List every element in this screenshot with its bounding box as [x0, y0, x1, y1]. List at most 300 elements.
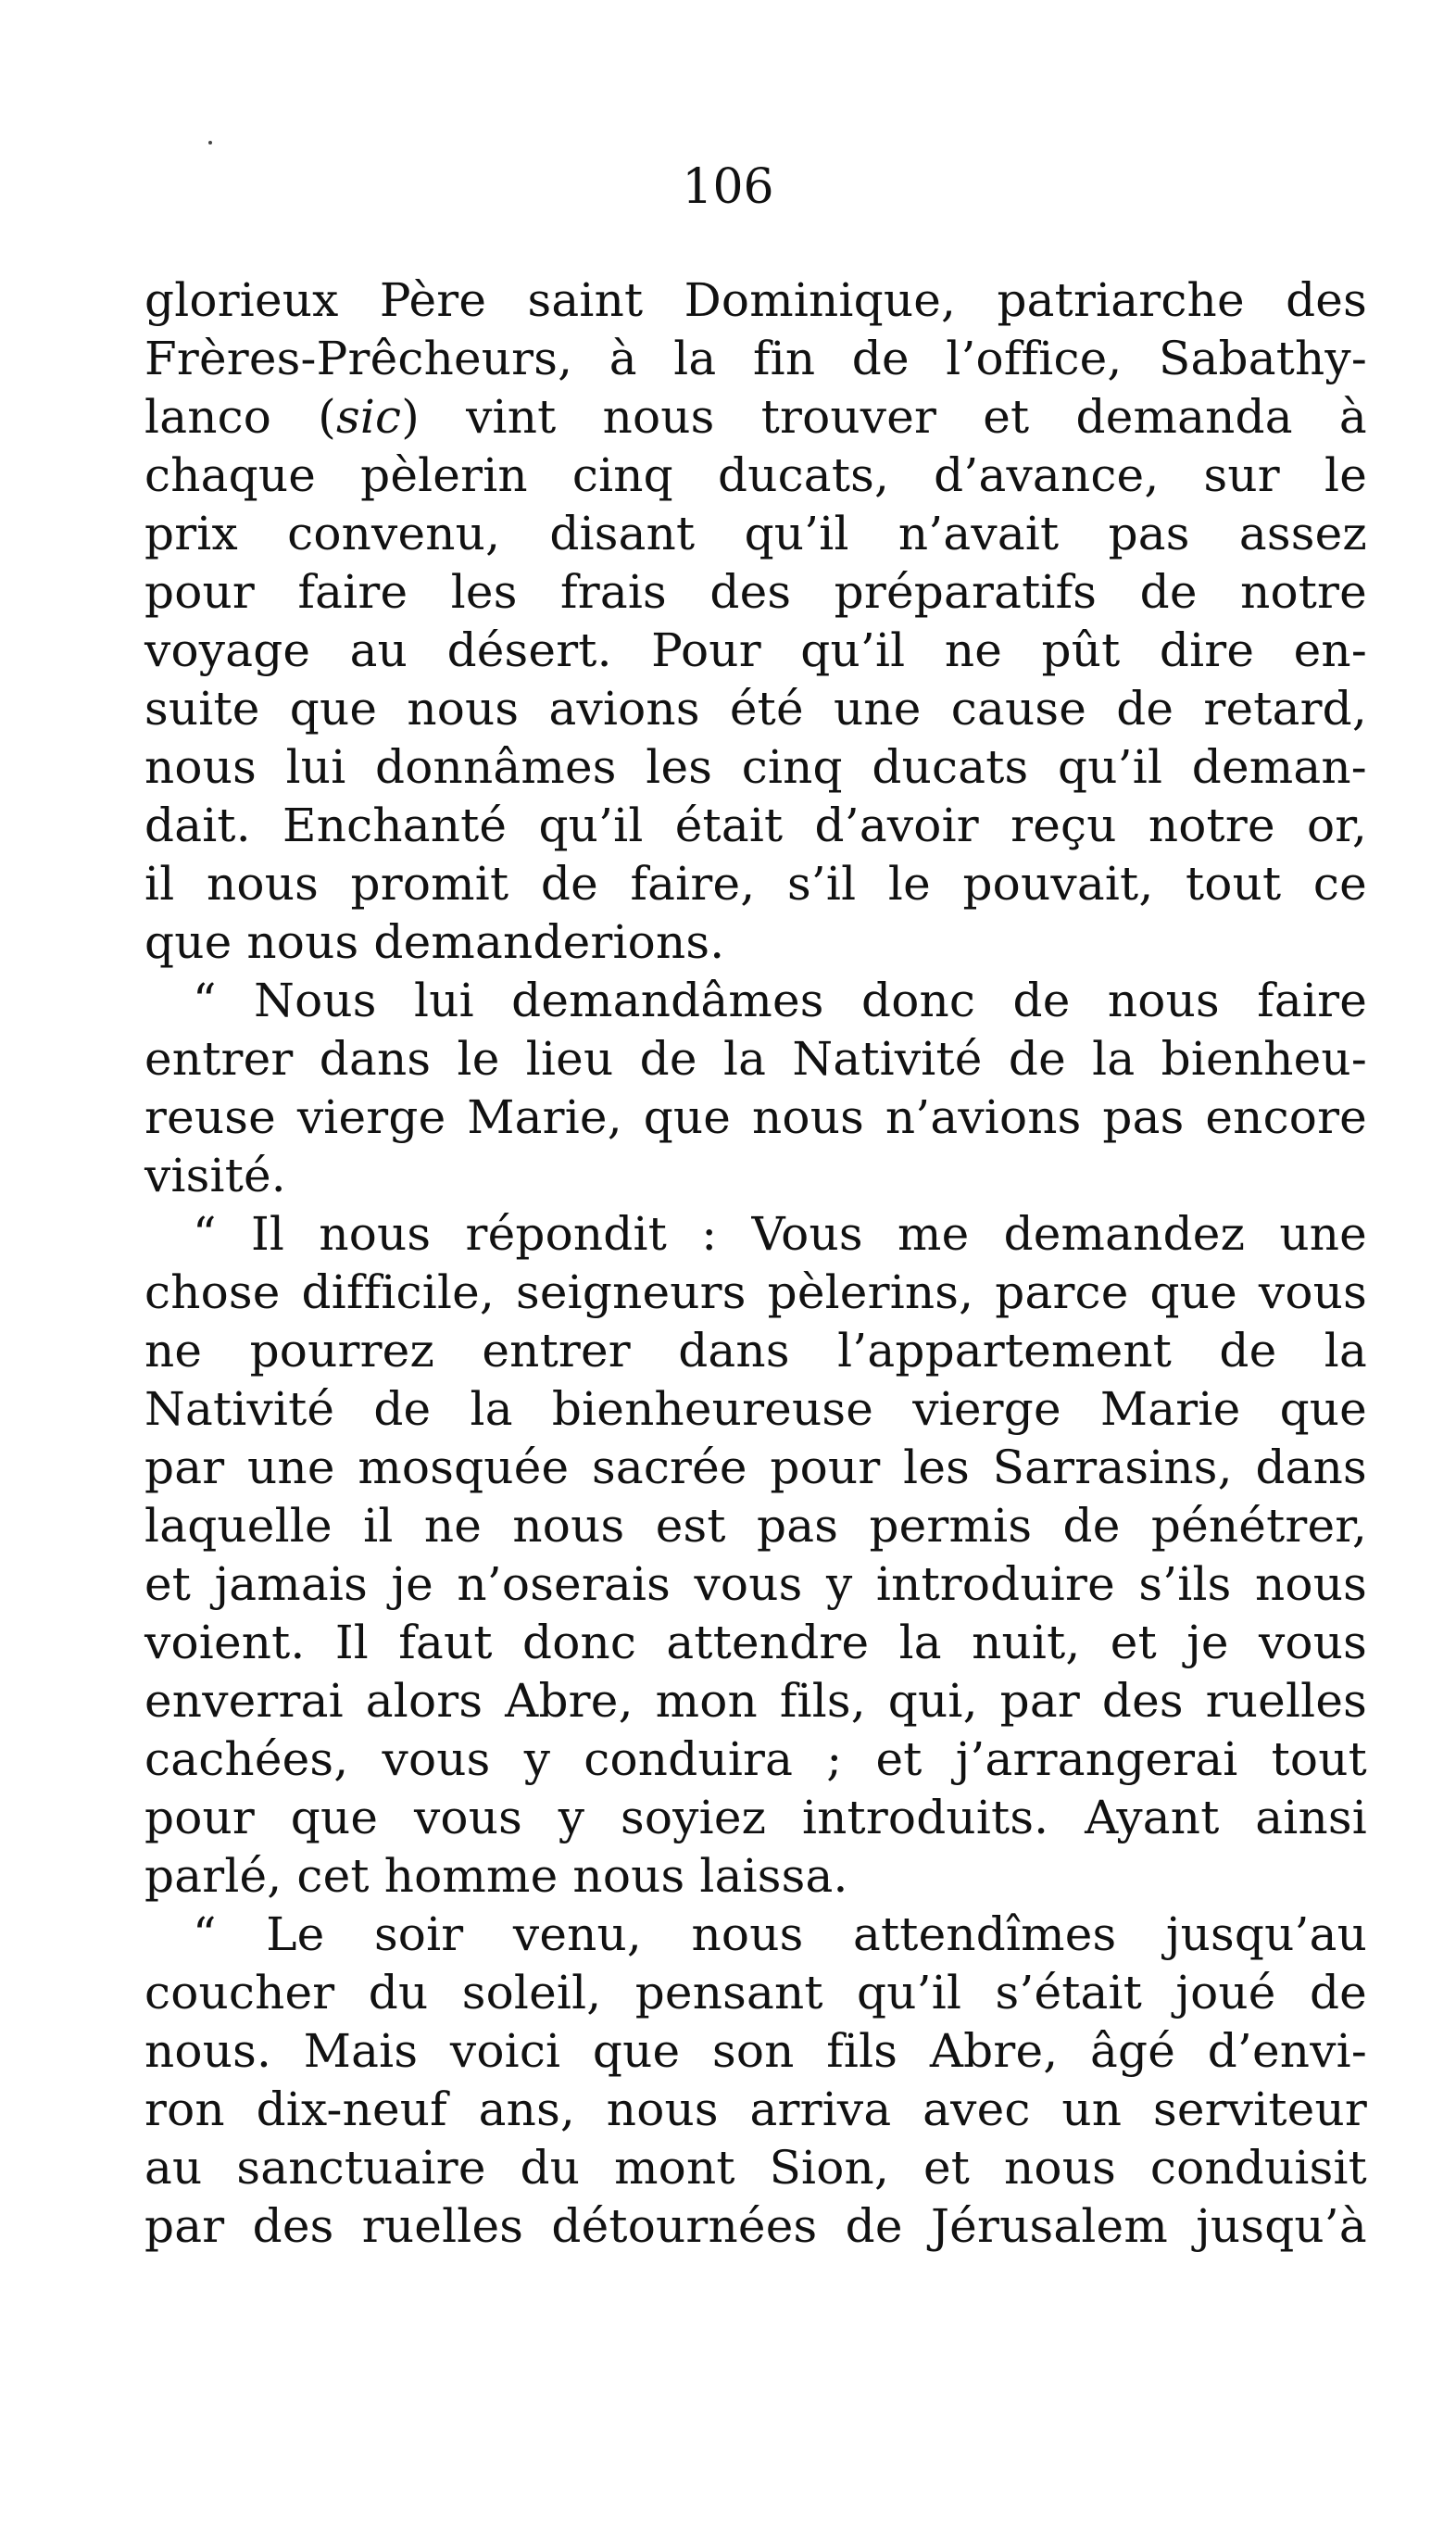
word: laissa. [699, 1849, 848, 1903]
word: y [558, 1791, 585, 1844]
text-line [144, 1030, 1367, 1088]
word: Nous [254, 974, 377, 1027]
word: pas [757, 1499, 839, 1553]
word: joué [1175, 1966, 1276, 2019]
word: vous [413, 1791, 522, 1844]
word: voici [449, 2024, 561, 2078]
word: lui [414, 974, 474, 1027]
word: une [1279, 1207, 1367, 1261]
word: pénétrer, [1150, 1499, 1367, 1553]
word: parce [995, 1265, 1129, 1319]
word: par [999, 1674, 1080, 1728]
text-line [144, 330, 1367, 388]
text-line [144, 1088, 1367, 1147]
word: de [1062, 1499, 1121, 1553]
word: d’avance, [934, 448, 1160, 502]
word: jusqu’à [1196, 2199, 1367, 2253]
word: mosquée [358, 1441, 570, 1494]
text-line [144, 797, 1367, 855]
word: vous [1258, 1616, 1367, 1669]
text-line [144, 855, 1367, 913]
word: lieu [525, 1032, 614, 1086]
word: encore [1205, 1090, 1367, 1144]
word: dix-neuf [256, 2082, 447, 2136]
word: par [144, 1441, 225, 1494]
text-line [144, 2022, 1367, 2081]
word: pèlerins, [767, 1265, 974, 1319]
word: j’arrangerai [955, 1732, 1238, 1786]
word: dans [319, 1032, 432, 1086]
page-number: 106 [682, 159, 774, 215]
text-line [144, 1322, 1367, 1380]
word: y [523, 1732, 551, 1786]
word: visité. [144, 1149, 286, 1202]
word: qui, [887, 1674, 978, 1728]
word: la [898, 1616, 942, 1669]
text-line [144, 1614, 1367, 1672]
word: patriarche [997, 273, 1245, 327]
word: de [639, 1032, 697, 1086]
word: et [1110, 1616, 1157, 1669]
word: pèlerin [360, 448, 528, 502]
word: faire [297, 565, 408, 619]
word: nous [572, 1849, 685, 1903]
word: et [144, 1557, 192, 1611]
word: les [450, 565, 518, 619]
word: de [1012, 974, 1071, 1027]
word: de [540, 857, 598, 911]
word: d’avoir [814, 799, 979, 852]
word: fils [826, 2024, 898, 2078]
word: le [457, 1032, 500, 1086]
word: vous [694, 1557, 803, 1611]
word: nous [691, 1907, 804, 1961]
word: Abre, [505, 1674, 634, 1728]
word: nous [606, 2082, 719, 2136]
word: lui [285, 740, 346, 794]
text-line [144, 563, 1367, 622]
word: qu’il [538, 799, 644, 852]
word: nuit, [972, 1616, 1081, 1669]
word: demanda [1075, 390, 1293, 444]
word: préparatifs [834, 565, 1098, 619]
word: nous [1004, 2141, 1116, 2195]
text-line [144, 271, 1367, 330]
word: vous [382, 1732, 491, 1786]
word: des [709, 565, 792, 619]
text-line [144, 622, 1367, 680]
word [318, 388, 420, 447]
word: je [391, 1557, 433, 1611]
word: qu’il [1058, 740, 1163, 794]
word: cinq [571, 448, 673, 502]
word: fin [752, 332, 816, 385]
text-line [144, 1205, 1367, 1264]
word: “ [193, 1907, 217, 1961]
word: s’ils [1138, 1557, 1232, 1611]
word: entrer [144, 1032, 294, 1086]
word: serviteur [1152, 2082, 1367, 2136]
word: ne [423, 1499, 483, 1553]
text-line [144, 1847, 1367, 1906]
word: n’avions [885, 1090, 1082, 1144]
word: Marie [1099, 1382, 1241, 1436]
word: retard, [1203, 682, 1367, 736]
word: Le [266, 1907, 325, 1961]
word: s’il [786, 857, 857, 911]
text-line [144, 913, 1367, 972]
word: que [144, 915, 232, 969]
word: Abre, [929, 2024, 1059, 2078]
word: avions [548, 682, 700, 736]
word: Dominique, [684, 273, 957, 327]
word: pour [144, 565, 256, 619]
word: fils, [779, 1674, 866, 1728]
text-line [144, 505, 1367, 563]
word: donnâmes [375, 740, 617, 794]
word: de [851, 332, 910, 385]
word: et [923, 2141, 971, 2195]
print-speck [208, 141, 212, 145]
word: ruelles [361, 2199, 524, 2253]
word: venu, [512, 1907, 643, 1961]
word: à [609, 332, 637, 385]
word: ducats, [718, 448, 890, 502]
word: introduits. [801, 1791, 1049, 1844]
word: conduisit [1149, 2141, 1367, 2195]
word: attendîmes [852, 1907, 1117, 1961]
word: suite [144, 682, 260, 736]
text-line [144, 1380, 1367, 1439]
word: notre [1148, 799, 1275, 852]
word: y [825, 1557, 853, 1611]
word: lanco [144, 390, 272, 444]
text-line [144, 1555, 1367, 1614]
text-line [144, 1147, 1367, 1205]
word: des [252, 2199, 334, 2253]
body-text [144, 271, 1367, 2256]
word: sur [1203, 448, 1280, 502]
word: et [983, 390, 1030, 444]
word: Sabathy- [1159, 332, 1367, 385]
word: pensant [634, 1966, 823, 2019]
word: ron [144, 2082, 225, 2136]
word: de [1139, 565, 1198, 619]
word: “ [193, 1207, 217, 1261]
word: en- [1293, 623, 1367, 677]
text-line [144, 2139, 1367, 2197]
word: vierge [912, 1382, 1061, 1436]
word: demanderions. [373, 915, 725, 969]
word: nous [206, 857, 319, 911]
word: Vous [751, 1207, 863, 1261]
word: bienheu- [1161, 1032, 1367, 1086]
word: pourrez [249, 1324, 435, 1378]
word: ( [318, 390, 336, 444]
word: pouvait, [962, 857, 1154, 911]
word: cause [950, 682, 1087, 736]
word: Mais [303, 2024, 419, 2078]
word: attendre [666, 1616, 870, 1669]
word: Pour [651, 623, 761, 677]
word: nous [751, 1090, 864, 1144]
word: la [673, 332, 717, 385]
word: âgé [1090, 2024, 1176, 2078]
word: vint [466, 390, 557, 444]
text-line [144, 447, 1367, 505]
word: ainsi [1255, 1791, 1367, 1844]
word: Ayant [1085, 1791, 1220, 1844]
word: de [845, 2199, 903, 2253]
word: et [875, 1732, 923, 1786]
text-line [144, 1789, 1367, 1847]
word: son [711, 2024, 795, 2078]
word: ce [1312, 857, 1367, 911]
word: à [1338, 390, 1367, 444]
word: notre [1240, 565, 1367, 619]
word: le [1324, 448, 1367, 502]
word: que [1279, 1382, 1367, 1436]
word: nous [144, 740, 257, 794]
text-line [144, 972, 1367, 1030]
word: ans, [478, 2082, 576, 2136]
word: faire, [630, 857, 756, 911]
word: que [643, 1090, 732, 1144]
word: reuse [144, 1090, 276, 1144]
word: nous. [144, 2024, 272, 2078]
word: pas [1108, 507, 1190, 560]
word: laquelle [144, 1499, 333, 1553]
word: frais [560, 565, 667, 619]
word: ; [826, 1732, 843, 1786]
word: soleil, [461, 1966, 602, 2019]
word: au [349, 623, 408, 677]
word: tout [1271, 1732, 1367, 1786]
word: enverrai [144, 1674, 344, 1728]
word: nous [407, 682, 520, 736]
word: promit [350, 857, 509, 911]
word: Père [379, 273, 487, 327]
word: : [701, 1207, 718, 1261]
word: dans [1255, 1441, 1367, 1494]
word: qu’il [744, 507, 849, 560]
text-line [144, 1264, 1367, 1322]
word: soir [373, 1907, 464, 1961]
word: désert. [446, 623, 612, 677]
word: nous [1107, 974, 1220, 1027]
word: qu’il [800, 623, 906, 677]
word: des [1101, 1674, 1184, 1728]
word: or, [1306, 799, 1367, 852]
text-line [144, 1672, 1367, 1730]
word: les [646, 740, 713, 794]
word: demandez [1003, 1207, 1246, 1261]
word: avec [923, 2082, 1031, 2136]
word: jusqu’au [1165, 1907, 1367, 1961]
word: bienheureuse [551, 1382, 874, 1436]
word: par [144, 2199, 225, 2253]
word: prix [144, 507, 238, 560]
word: de [1116, 682, 1174, 736]
word: ne [144, 1324, 203, 1378]
word: nous [246, 915, 359, 969]
word: difficile, [301, 1265, 496, 1319]
word: du [520, 2141, 581, 2195]
word: du [368, 1966, 429, 2019]
word: nous [1255, 1557, 1367, 1611]
word: une [833, 682, 922, 736]
word: nous [319, 1207, 432, 1261]
word: la [1092, 1032, 1136, 1086]
word: il [363, 1499, 394, 1553]
word: que [289, 682, 378, 736]
word: dans [678, 1324, 790, 1378]
word: sic [335, 390, 402, 444]
word: voyage [144, 623, 311, 677]
word: au [144, 2141, 203, 2195]
word: n’oserais [457, 1557, 671, 1611]
word: trouver [760, 390, 937, 444]
word: détournées [551, 2199, 818, 2253]
word: pût [1041, 623, 1121, 677]
word: que [1149, 1265, 1237, 1319]
word: conduira [584, 1732, 794, 1786]
word: Il [334, 1616, 369, 1669]
word: l’appartement [837, 1324, 1173, 1378]
word: répondit [465, 1207, 667, 1261]
word: vous [1258, 1265, 1367, 1319]
text-line [144, 1730, 1367, 1789]
word: Nativité [144, 1382, 335, 1436]
word: convenu, [287, 507, 501, 560]
word: reçu [1010, 799, 1117, 852]
word: saint [527, 273, 644, 327]
text-line [144, 2197, 1367, 2256]
word: donc [861, 974, 976, 1027]
word: la [1324, 1324, 1367, 1378]
word: de [1309, 1966, 1367, 2019]
word: ) [401, 390, 420, 444]
word: voient. [144, 1616, 306, 1669]
word: Sarrasins, [992, 1441, 1233, 1494]
word: glorieux [144, 273, 339, 327]
word: Nativité [792, 1032, 983, 1086]
word: permis [869, 1499, 1033, 1553]
word: disant [549, 507, 696, 560]
word: soyiez [621, 1791, 767, 1844]
word: un [1061, 2082, 1123, 2136]
text-line [144, 680, 1367, 738]
word: une [247, 1441, 335, 1494]
word: l’office, [946, 332, 1123, 385]
word: sanctuaire [236, 2141, 486, 2195]
word: entrer [482, 1324, 631, 1378]
word: “ [193, 974, 217, 1027]
word: s’était [995, 1966, 1143, 2019]
word: assez [1238, 507, 1367, 560]
word: mont [614, 2141, 735, 2195]
word: n’avait [897, 507, 1060, 560]
word: la [470, 1382, 513, 1436]
word: le [887, 857, 931, 911]
word: chaque [144, 448, 317, 502]
word: ruelles [1205, 1674, 1367, 1728]
word: de [1219, 1324, 1277, 1378]
word: été [729, 682, 804, 736]
text-line [144, 2081, 1367, 2139]
word: mon [655, 1674, 758, 1728]
word: alors [365, 1674, 483, 1728]
word: chose [144, 1265, 281, 1319]
word: arriva [749, 2082, 892, 2136]
word: que [592, 2024, 681, 2078]
word: était [674, 799, 784, 852]
text-line [144, 1964, 1367, 2022]
word: les [903, 1441, 970, 1494]
word: Enchanté [282, 799, 508, 852]
word: deman- [1191, 740, 1367, 794]
word: la [722, 1032, 767, 1086]
word: ducats [872, 740, 1029, 794]
word: faire [1257, 974, 1367, 1027]
text-line [144, 388, 1367, 447]
word: nous [602, 390, 715, 444]
word: Il [250, 1207, 285, 1261]
word: Jérusalem [930, 2199, 1168, 2253]
text-line [144, 1439, 1367, 1497]
word: d’envi- [1207, 2024, 1367, 2078]
word: jamais [214, 1557, 368, 1611]
word: cet [296, 1849, 370, 1903]
word: nous [512, 1499, 625, 1553]
word: seigneurs [516, 1265, 747, 1319]
word: sacrée [591, 1441, 747, 1494]
word: dait. [144, 799, 251, 852]
text-line [144, 1906, 1367, 1964]
word: me [897, 1207, 970, 1261]
word: tout [1186, 857, 1282, 911]
word: parlé, [144, 1849, 282, 1903]
word: de [373, 1382, 432, 1436]
word: pour [144, 1791, 256, 1844]
word: des [1286, 273, 1367, 327]
word: cachées, [144, 1732, 349, 1786]
word: homme [383, 1849, 559, 1903]
word: de [1008, 1032, 1066, 1086]
word: Marie, [467, 1090, 622, 1144]
word: introduire [875, 1557, 1115, 1611]
word: je [1186, 1616, 1229, 1669]
word: il [144, 857, 175, 911]
word: cinq [741, 740, 843, 794]
word: coucher [144, 1966, 335, 2019]
word: ne [944, 623, 1003, 677]
word: demandâmes [511, 974, 824, 1027]
word: est [655, 1499, 726, 1553]
word: vierge [296, 1090, 446, 1144]
word: Sion, [769, 2141, 890, 2195]
word: donc [522, 1616, 637, 1669]
word: pas [1102, 1090, 1185, 1144]
word: Frères-Prêcheurs, [144, 332, 573, 385]
word: pour [770, 1441, 881, 1494]
text-line [144, 1497, 1367, 1555]
word: qu’il [857, 1966, 962, 2019]
text-line [144, 738, 1367, 797]
word: faut [398, 1616, 493, 1669]
word: dire [1159, 623, 1255, 677]
word: que [290, 1791, 379, 1844]
